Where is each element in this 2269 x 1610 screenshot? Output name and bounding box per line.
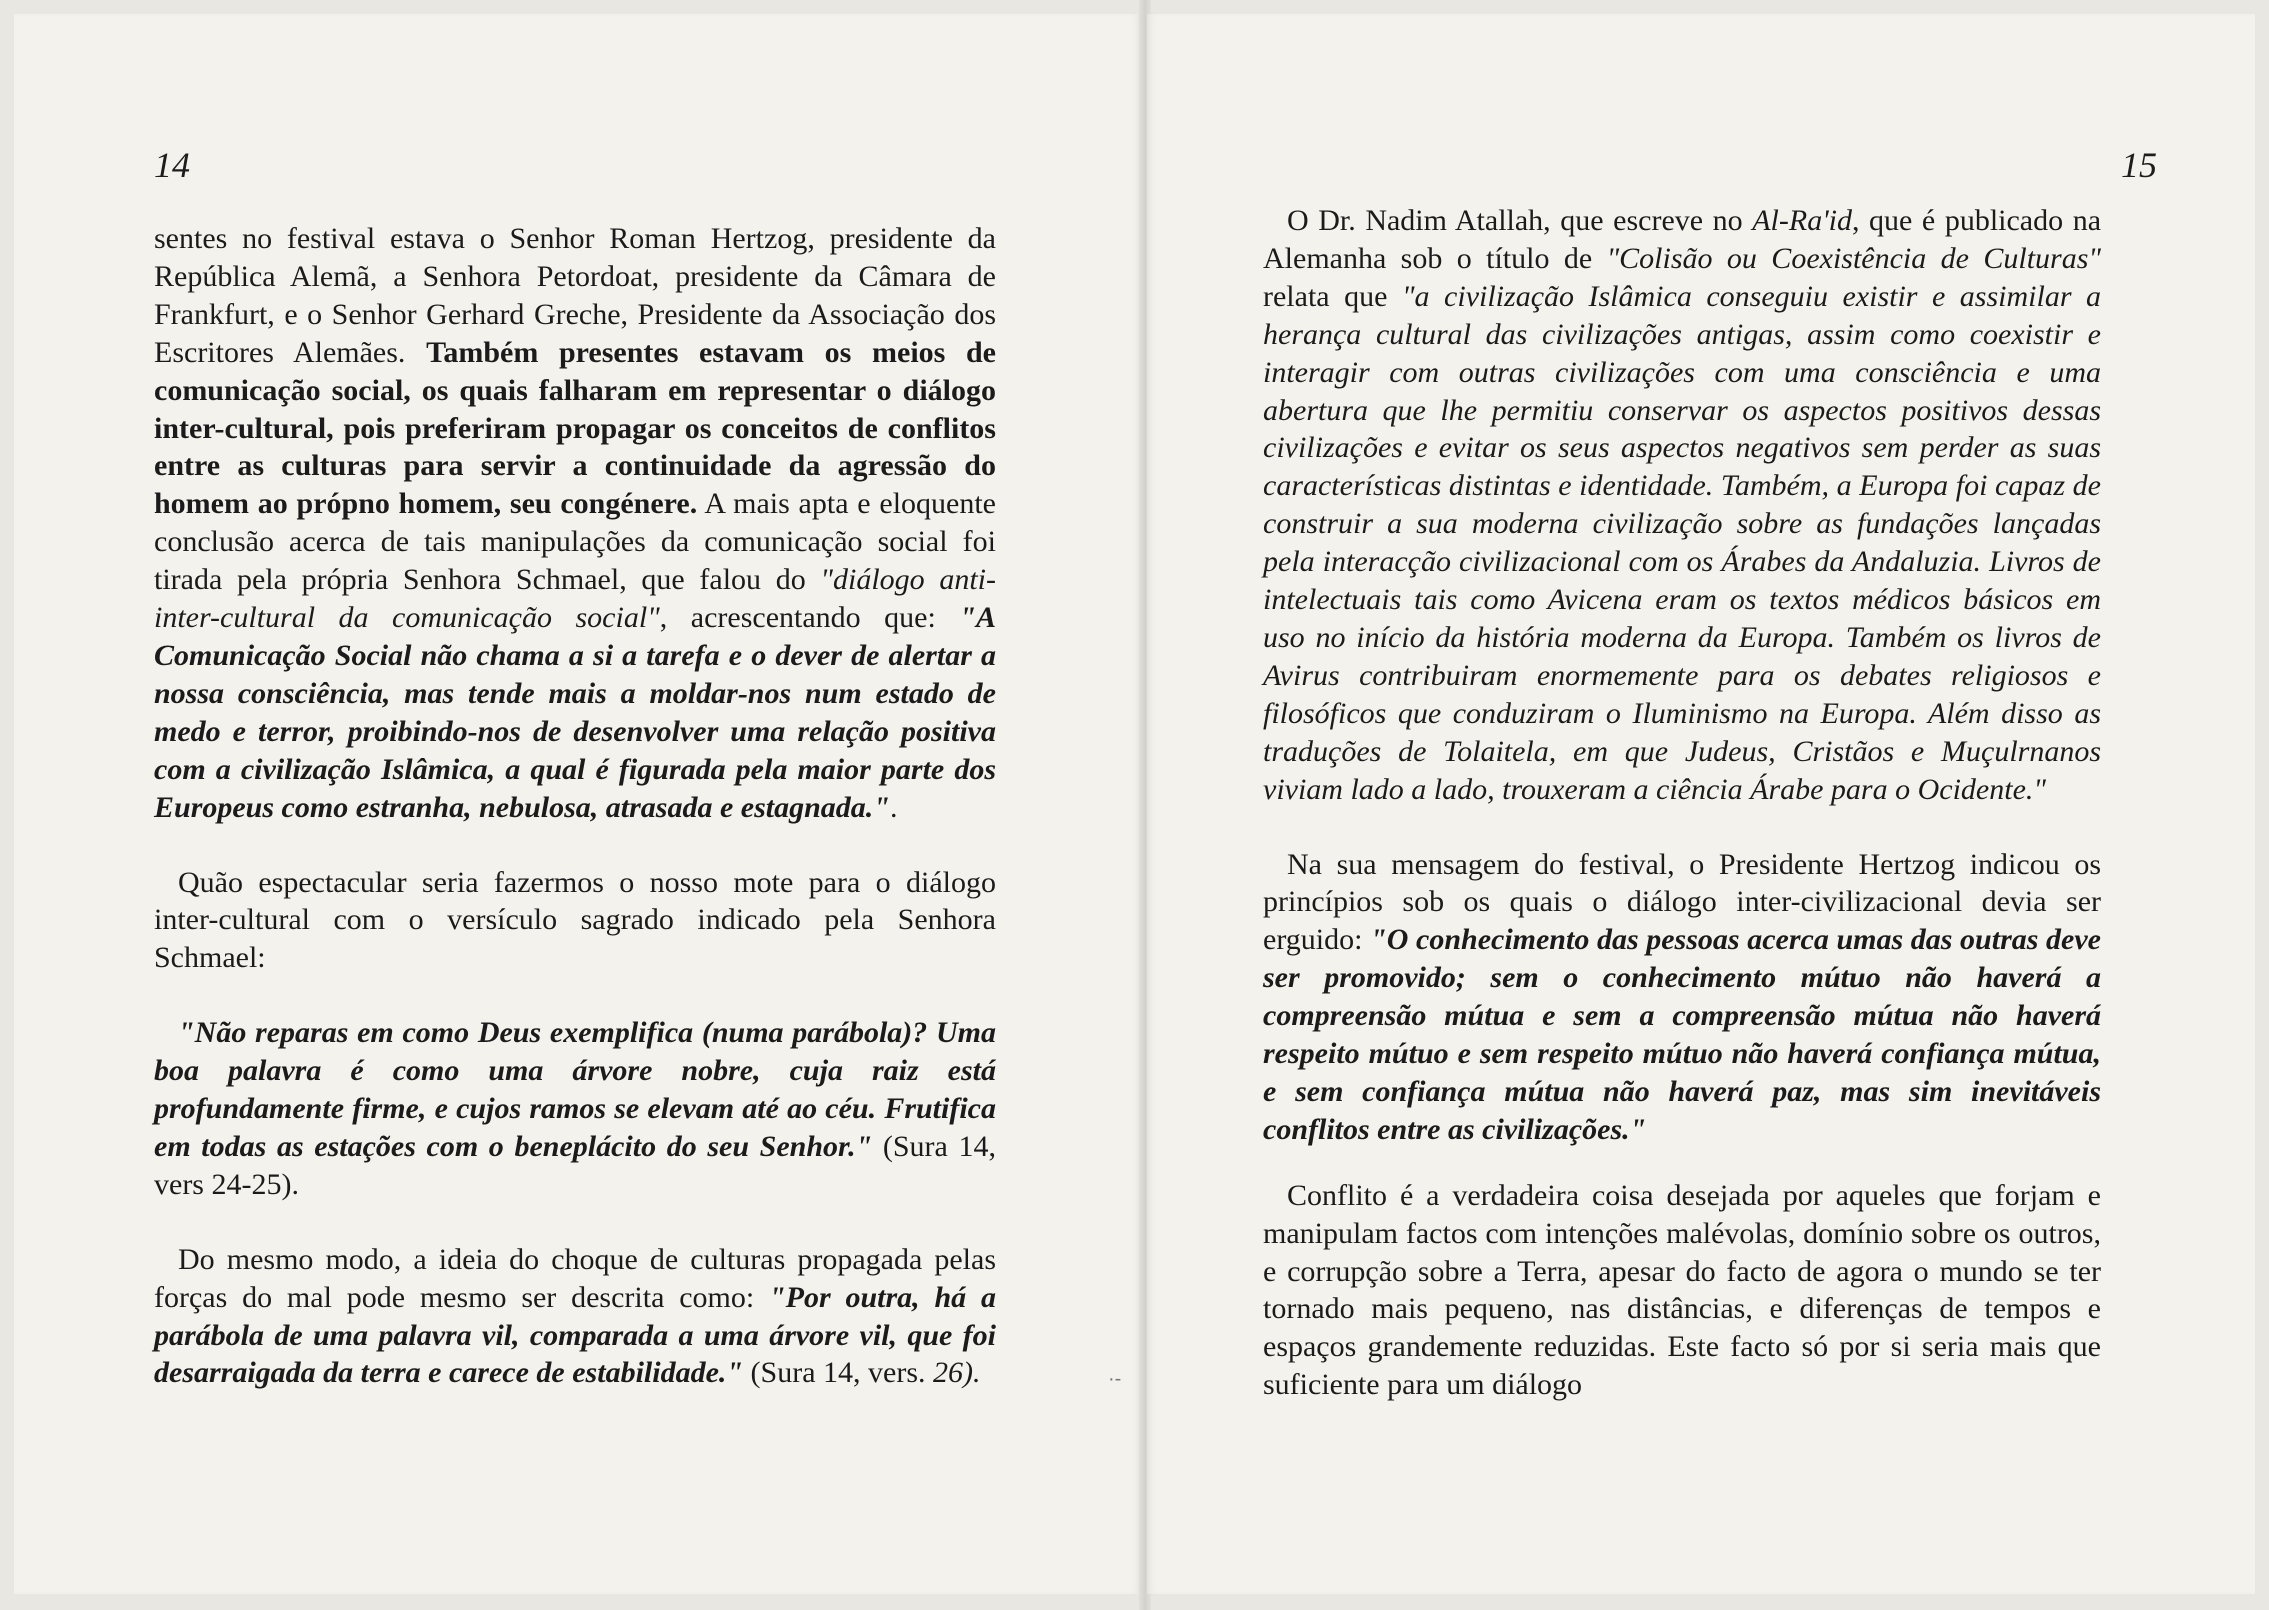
paragraph — [1263, 846, 2101, 1149]
text-run: A mais apta e eloquente conclusão acerca de tais manipulações da comunicação social foi tirada pela própria Senhora Schmael, que falou do — [154, 487, 996, 597]
paragraph — [154, 1241, 996, 1393]
text-run: , que é publicado na Alemanha sob o título de — [1263, 204, 2102, 275]
page-number-right: 15 — [2121, 145, 2157, 185]
text-run: Do mesmo modo, a ideia do choque de culturas propagada pelas forças do mal pode mesmo ser descrita como: — [154, 1242, 996, 1314]
quote-text: "a civilização Islâmica conseguiu existir e assimilar a herança cultural das civilizações antigas, assim como coexistir e interagir com outras civilizações com uma consciência e uma abertura que lhe permitiu conservar os aspectos positivos dessas civilizações e evitar os seus aspectos negativos sem perder as suas características distintas e identidade. Também, a Europa foi capaz de construir a sua moderna civilização sobre as fundações lançadas pela interacção civilizacional com os Árabes da Andaluzia. Livros de intelectuais tais como Avicena eram os textos médicos básicos em uso no início da história moderna da Europa. Também os livros de Avirus contribuiram enormemente para os debates religiosos e filosóficos que conduziram o Iluminismo na Europa. Além disso as traduções de Tolaitela, em que Judeus, Cristãos e Muçulrnanos viviam lado a lado, trouxeram a ciência Árabe para o Ocidente." — [1263, 279, 2101, 806]
reference-text: (Sura 14, vers 24-25). — [154, 1129, 996, 1201]
text-run: Na sua mensagem do festival, o Presidente Hertzog indicou os princípios sob os quais o diálogo inter-civilizacional devia ser erguido: — [1263, 847, 2101, 957]
right-page-text — [1263, 202, 2101, 1404]
left-page-text — [154, 220, 996, 1392]
text-run: O Dr. Nadim Atallah, que escreve no — [1287, 204, 1753, 237]
right-page — [1147, 14, 2255, 1594]
quote-text: "O conhecimento das pessoas acerca umas das outras deve ser promovido; sem o conhecimento mútuo não haverá a compreensão mútua e sem a compreensão mútua não haverá respeito mútuo e sem respeito mútuo não haverá confiança mútua, e sem confiança mútua não haverá paz, mas sim inevitáveis conflitos entre as civilizações." — [1263, 923, 2101, 1146]
text-run: . — [889, 790, 898, 824]
paragraph: Quão espectacular seria fazermos o nosso mote para o diálogo inter-cultural com o versículo sagrado indicado pela Senhora Schmael: — [154, 865, 996, 975]
bold-text-run: Também presentes estavam os meios de comunicação social, os quais falharam em representar o diálogo inter-cultural, pois preferiram propagar os conceitos de conflitos entre as culturas para servir a continuidade da agressão do homem ao própno homem, seu congénere. — [154, 335, 996, 521]
page-number-left: 14 — [154, 145, 190, 185]
paragraph — [1263, 202, 2101, 809]
paragraph — [154, 1014, 996, 1204]
paragraph: Conflito é a verdadeira coisa desejada por aqueles que forjam e manipulam factos com intenções malévolas, domínio sobre os outros, e corrupção sobre a Terra, apesar do facto de agora o mundo se ter tornado mais pequeno, nas distâncias, e diferenças de tempos e espaços grandemente reduzidas. Este facto só por si seria mais que suficiente para um diálogo — [1263, 1178, 2101, 1402]
reference-text: (Sura 14, vers. — [743, 1356, 934, 1390]
text-run: , acrescentando que: — [659, 601, 960, 635]
italic-text-run: "diálogo anti-inter-cultural da comunicação social" — [154, 563, 996, 635]
italic-text-run: Al-Ra'id — [1752, 204, 1852, 237]
paragraph — [154, 220, 996, 827]
quote-text: "Não reparas em como Deus exemplifica (numa parábola)? Uma boa palavra é como uma árvore nobre, cuja raiz está profundamente firme, e cujos ramos se elevam até ao céu. Frutifica em todas as estações com o beneplácito do seu Senhor." — [154, 1016, 996, 1163]
reference-text: 26). — [933, 1356, 981, 1390]
text-run: relata que — [1263, 279, 1402, 313]
quote-text: "A Comunicação Social não chama a si a tarefa e o dever de alertar a nossa consciência, mas tende mais a moldar-nos num estado de medo e terror, proibindo-nos de desenvolver uma relação positiva com a civilização Islâmica, a qual é figurada pela maior parte dos Europeus como estranha, nebulosa, atrasada e estagnada." — [154, 601, 996, 824]
left-page — [14, 14, 1141, 1594]
quote-text: "Por outra, há a parábola de uma palavra vil, comparada a uma árvore vil, que foi desarraigada da terra e carece de estabilidade." — [154, 1280, 996, 1390]
text-run: sentes no festival estava o Senhor Roman Hertzog, presidente da República Alemã, a Senhora Petordoat, presidente da Câmara de Frankfurt, e o Senhor Gerhard Greche, Presidente da Associação dos Escritores Alemães. — [154, 222, 996, 369]
gutter-mark: ·- — [1108, 1368, 1122, 1390]
italic-text-run: "Colisão ou Coexistência de Culturas" — [1606, 241, 2101, 275]
